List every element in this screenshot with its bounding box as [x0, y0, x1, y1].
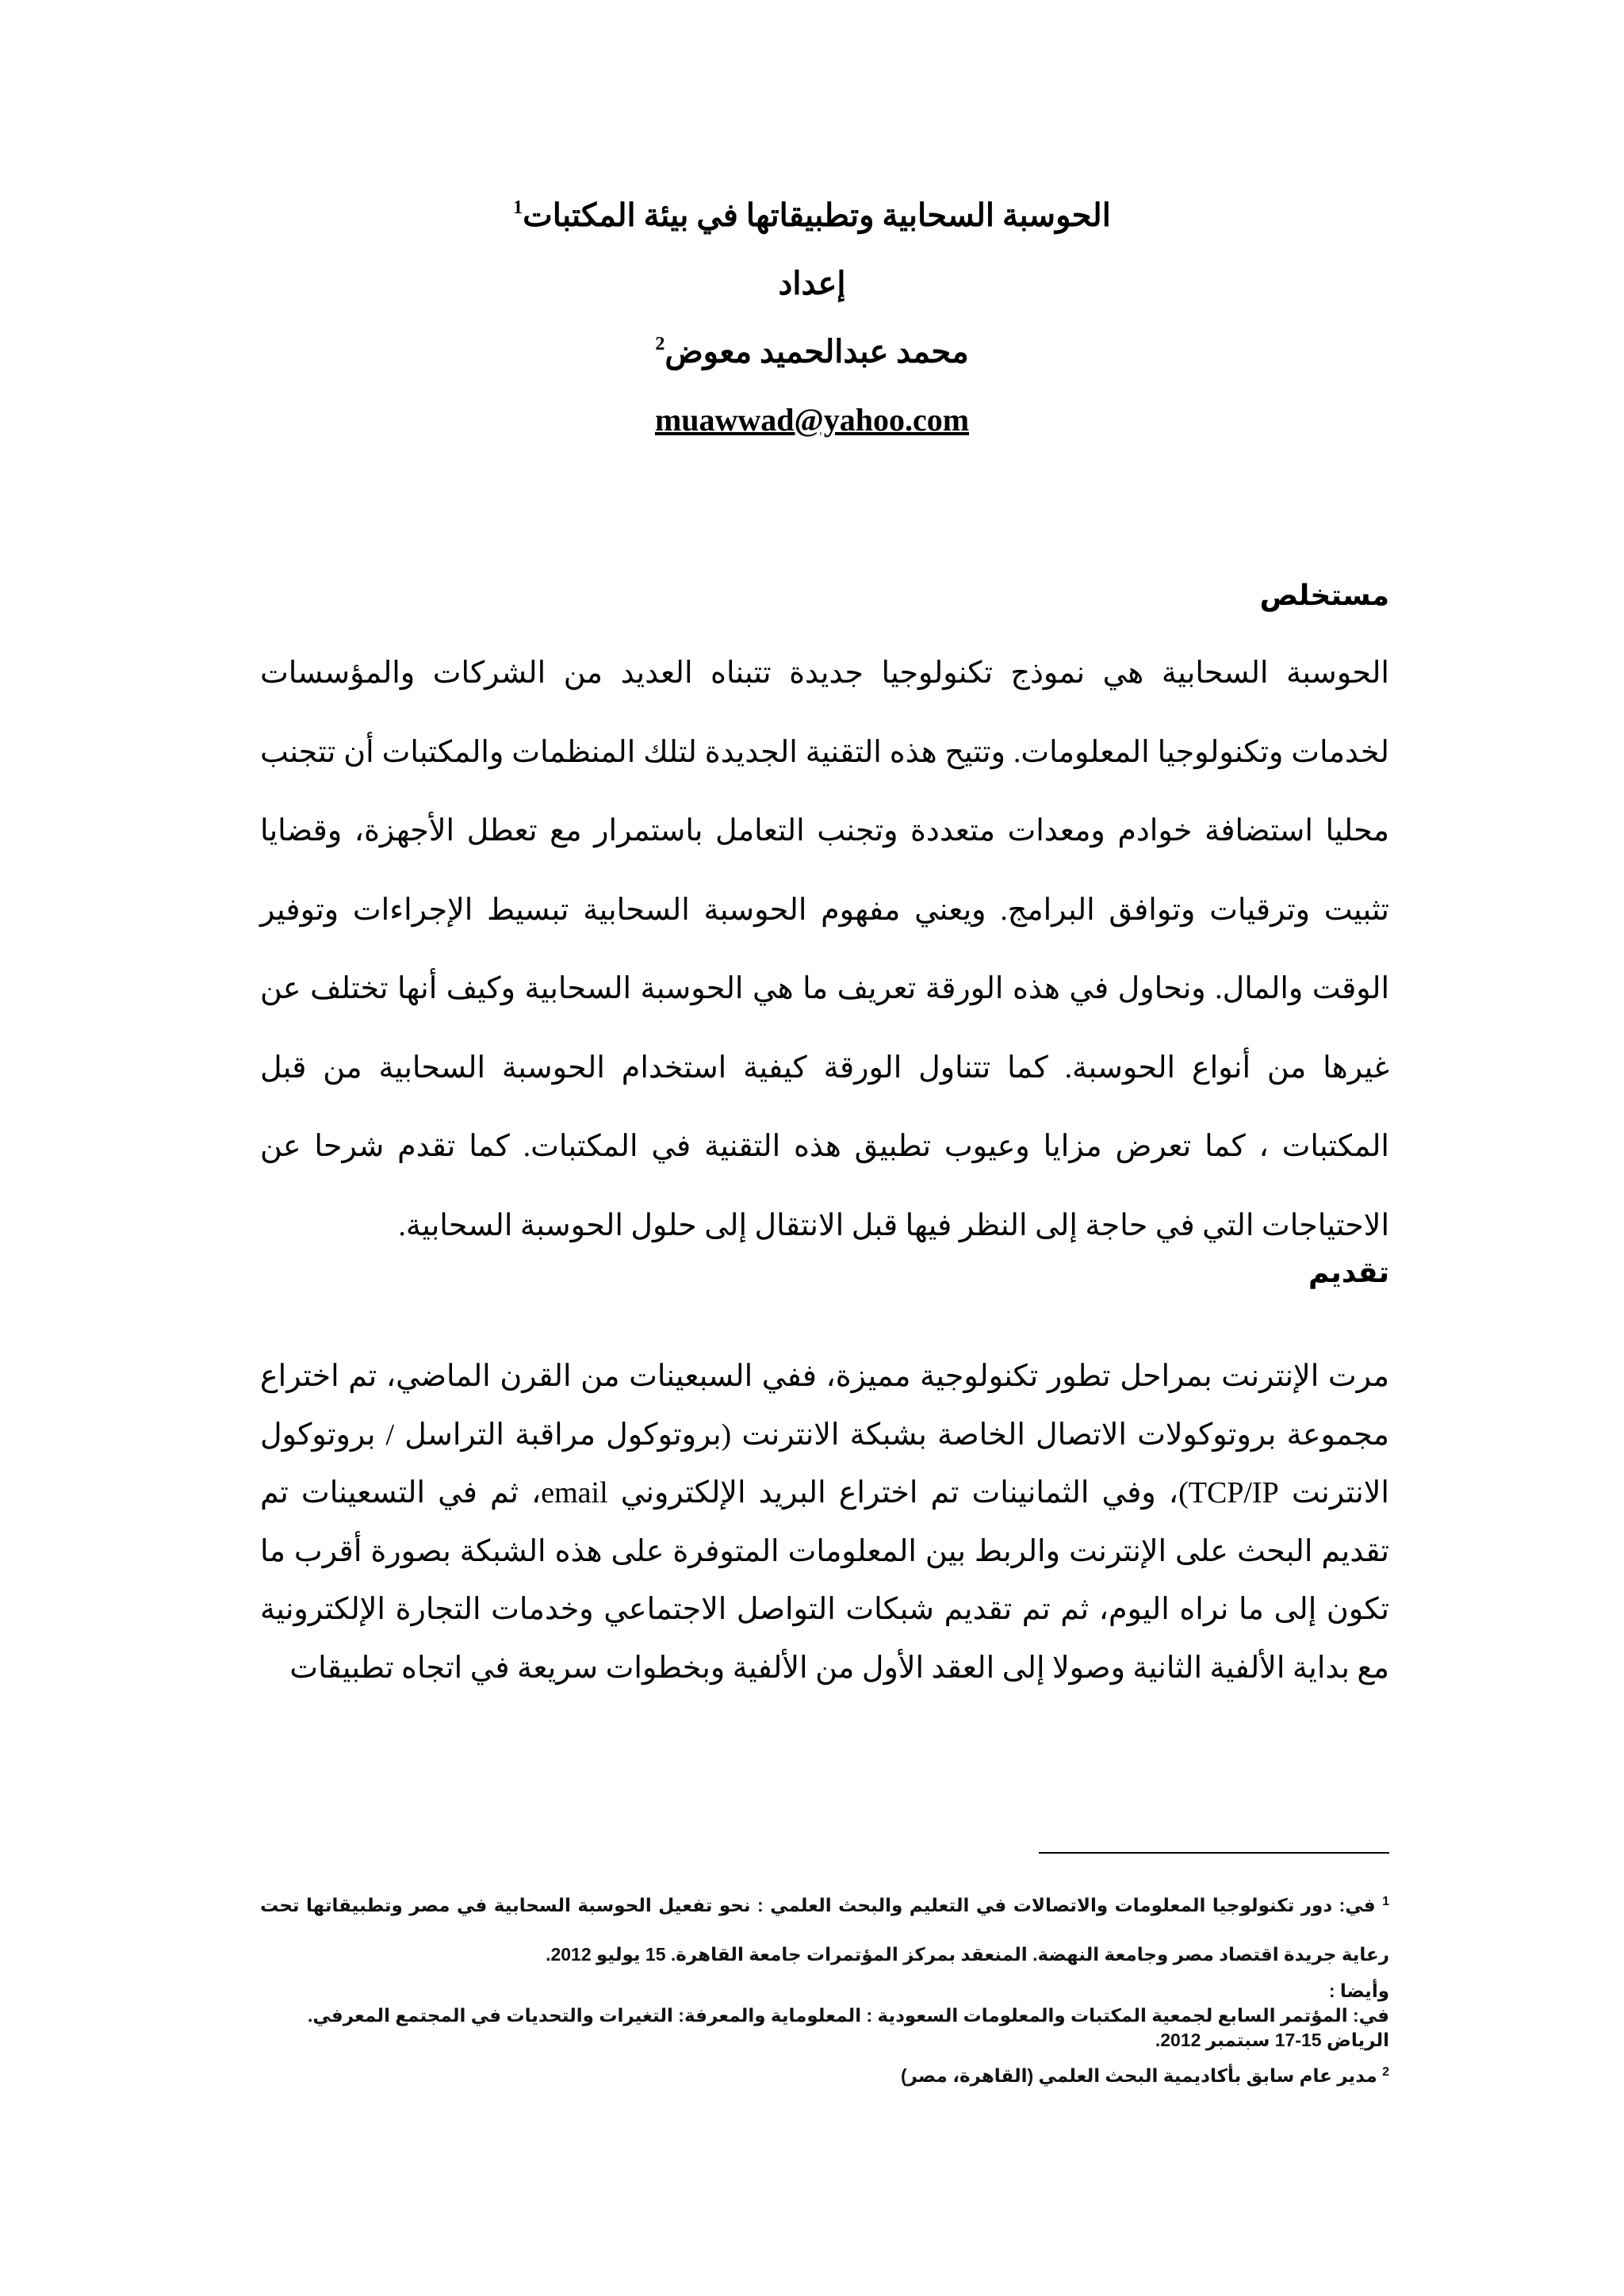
footnote-1-place-date: الرياض 15-17 سبتمبر 2012.	[1155, 2030, 1389, 2050]
footnote-1-second: في: المؤتمر السابع لجمعية المكتبات والمعلومات السعودية : المعلوماية والمعرفة: التغيرات والتحديات في المجتمع المعرفي.	[308, 2005, 1389, 2026]
title-block	[0, 198, 1624, 438]
footnote-2-text: مدير عام سابق بأكاديمية البحث العلمي (القاهرة، مصر)	[900, 2065, 1377, 2086]
footnote-separator	[1039, 1852, 1389, 1854]
footnotes	[260, 1881, 1389, 2088]
footnote-1-text: في: دور تكنولوجيا المعلومات والاتصالات في التعليم والبحث العلمي : نحو تفعيل الحوسبة السحابية في مصر وتطبيقاتها تحت رعاية جريدة اقتصاد مصر وجامعة النهضة. المنعقد بمركز المؤتمرات جامعة القاهرة. 15 يوليو 2012.	[260, 1895, 1389, 1965]
paper-title-text: الحوسبة السحابية وتطبيقاتها في بيئة المكتبات	[523, 197, 1111, 233]
prepared-by-label: إعداد	[778, 266, 846, 301]
author-name-text: محمد عبدالحميد معوض	[665, 334, 969, 369]
footnote-2	[260, 2064, 1389, 2088]
author-footnote-ref[interactable]: 2	[655, 334, 665, 354]
abstract-heading: مستخلص	[1259, 579, 1389, 611]
footnote-1	[260, 1881, 1389, 1979]
introduction-paragraph: مرت الإنترنت بمراحل تطور تكنولوجية مميزة، ففي السبعينات من القرن الماضي، تم اختراع مجموعة بروتوكولات الاتصال الخاصة بشبكة الانترنت (بروتوكول مراقبة التراسل / بروتوكول الانترنت TCP/IP)، وفي الثمانينات تم اختراع البريد الإلكتروني email، ثم في التسعينات تم تقديم البحث على الإنترنت والربط بين المعلومات المتوفرة على هذه الشبكة بصورة أقرب ما تكون إلى ما نراه اليوم، ثم تم تقديم شبكات التواصل الاجتماعي وخدمات التجارة الإلكترونية مع بداية الألفية الثانية وصولا إلى العقد الأول من الألفية وبخطوات سريعة في اتجاه تطبيقات	[260, 1360, 1390, 1685]
footnote-1-ref: 1	[1382, 1895, 1389, 1908]
footnote-2-ref: 2	[1382, 2065, 1389, 2079]
abstract-paragraph: الحوسبة السحابية هي نموذج تكنولوجيا جديدة تتبناه العديد من الشركات والمؤسسات لخدمات وتكنولوجيا المعلومات. وتتيح هذه التقنية الجديدة لتلك المنظمات والمكتبات أن تتجنب محليا استضافة خوادم ومعدات متعددة وتجنب التعامل باستمرار مع تعطل الأجهزة، وقضايا تثبيت وترقيات وتوافق البرامج. ويعني مفهوم الحوسبة السحابية تبسيط الإجراءات وتوفير الوقت والمال. ونحاول في هذه الورقة تعريف ما هي الحوسبة السحابية وكيف أنها تختلف عن غيرها من أنواع الحوسبة. كما تتناول الورقة كيفية استخدام الحوسبة السحابية من قبل المكتبات ، كما تعرض مزايا وعيوب تطبيق هذه التقنية في المكتبات. كما تقدم شرحا عن الاحتياجات التي في حاجة إلى النظر فيها قبل الانتقال إلى حلول الحوسبة السحابية.	[260, 656, 1389, 1242]
author-name	[0, 335, 1624, 369]
title-footnote-ref[interactable]: 1	[513, 197, 523, 218]
paper-title	[0, 198, 1624, 233]
introduction-heading: تقديم	[1308, 1256, 1389, 1288]
footnote-also: وأيضا :	[1328, 1980, 1389, 2001]
author-email-link[interactable]: muawwad@yahoo.com	[654, 402, 970, 438]
